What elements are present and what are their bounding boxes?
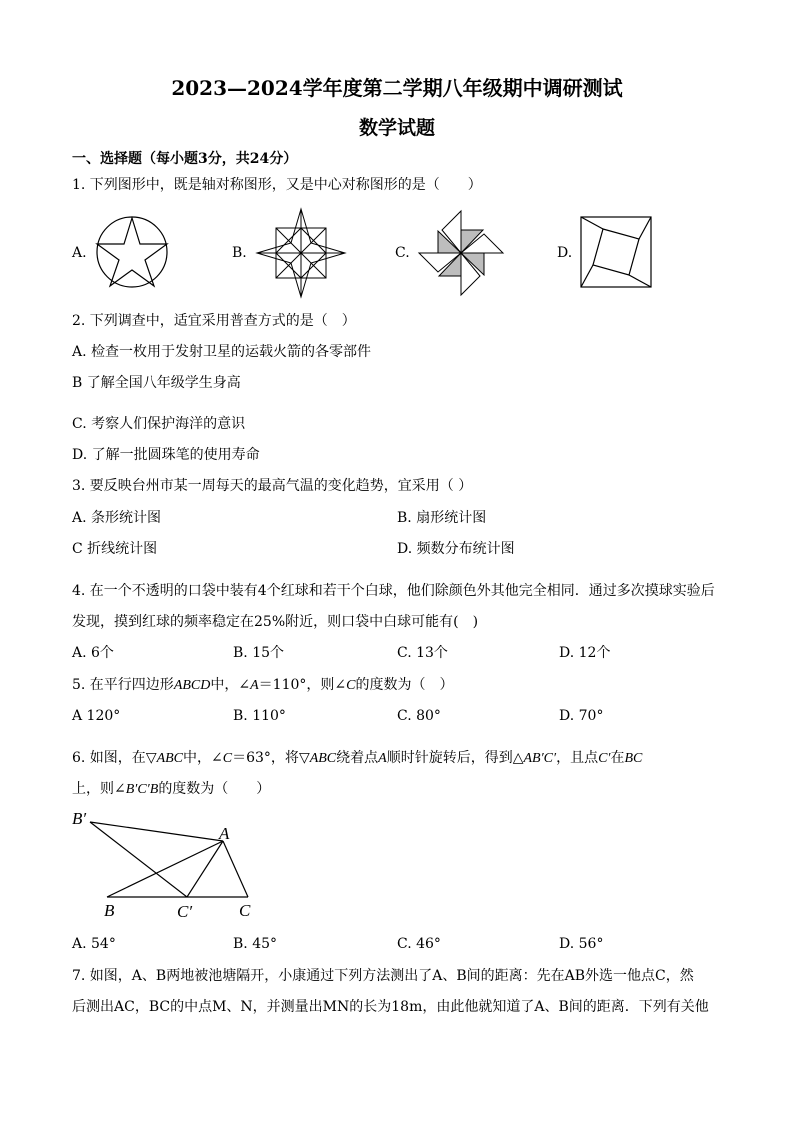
q6-label-cp: C′ <box>177 902 193 921</box>
q6-angle-bpcpb: B′C′B <box>125 782 159 797</box>
q5-stem <box>72 676 453 695</box>
q6-text-1b: 中，∠ <box>183 750 223 766</box>
q3-option-b: B. 扇形统计图 <box>397 510 487 526</box>
q2-option-a: A. 检查一枚用于发射卫星的运载火箭的各零部件 <box>72 344 372 360</box>
q6-label-a: A <box>219 824 230 843</box>
q5-option-c: C. 80° <box>397 708 441 724</box>
q5-text-suffix: 的度数为（ ） <box>355 677 454 693</box>
q3-option-d: D. 频数分布统计图 <box>397 541 515 557</box>
q6-text-1c: ＝63°，将 <box>232 750 299 766</box>
page-title: 2023—2024学年度第二学期八年级期中调研测试 <box>171 76 623 100</box>
q1-figure-a-star-in-circle <box>94 216 170 288</box>
q6-option-a: A. 54° <box>72 936 116 952</box>
q6-triangle-abpcp: AB′C′ <box>523 751 557 766</box>
q1-figure-d-square-in-square <box>580 216 652 288</box>
q3-option-c: C 折线统计图 <box>72 541 158 557</box>
q5-option-d: D. 70° <box>559 708 604 724</box>
q3-stem: 3. 要反映台州市某一周每天的最高气温的变化趋势，宜采用（ ） <box>72 478 473 494</box>
q6-triangle-abc-2: ▽ABC <box>298 751 337 766</box>
q6-label-c: C <box>239 901 251 920</box>
q6-stem-line2 <box>72 780 270 799</box>
q1-label-d: D. <box>557 245 573 261</box>
q2-option-c: C. 考察人们保护海洋的意识 <box>72 416 246 432</box>
q6-stem-line1 <box>72 749 642 768</box>
q4-stem-line1: 4. 在一个不透明的口袋中装有4个红球和若干个白球，他们除颜色外其他完全相同．通过多次摸球实验后 <box>72 583 715 599</box>
q6-triangle-abc: ▽ABC <box>145 751 184 766</box>
q6-option-c: C. 46° <box>397 936 441 952</box>
q5-angle-c: C <box>346 678 356 693</box>
section-heading: 一、选择题（每小题3分，共24分） <box>72 151 298 167</box>
q1-figure-c-pinwheel <box>418 210 504 296</box>
q1-figure-b-star-square <box>256 208 346 298</box>
q2-stem: 2. 下列调查中，适宜采用普查方式的是（ ） <box>72 313 356 329</box>
q6-text-1f: ，且点 <box>556 750 599 766</box>
q7-stem-line2: 后测出AC，BC的中点M、N，并测量出MN的长为18m，由此他就知道了A、B间的距离．下列有关他 <box>72 999 709 1015</box>
q5-text-prefix: 5. 在平行四边形 <box>72 677 174 693</box>
q5-angle-a: A <box>250 678 259 693</box>
q6-text-2a: 上，则∠ <box>72 781 126 797</box>
q1-label-c: C. <box>395 245 410 261</box>
q2-option-d: D. 了解一批圆珠笔的使用寿命 <box>72 447 260 463</box>
q6-segment-bc: BC <box>624 751 643 766</box>
q5-abcd: ABCD <box>173 678 211 693</box>
q6-option-b: B. 45° <box>233 936 278 952</box>
q1-stem: 1. 下列图形中，既是轴对称图形，又是中心对称图形的是（ ） <box>72 177 482 193</box>
q4-option-b: B. 15个 <box>233 645 285 661</box>
q4-option-a: A. 6个 <box>72 645 114 661</box>
q6-point-cp: C′ <box>598 751 611 766</box>
q6-line-c-a <box>223 841 248 897</box>
q6-point-a: A <box>378 751 387 766</box>
q5-option-b: B. 110° <box>233 708 286 724</box>
q3-option-a: A. 条形统计图 <box>72 510 162 526</box>
q4-option-d: D. 12个 <box>559 645 611 661</box>
q6-text-2b: 的度数为（ ） <box>158 781 271 797</box>
q1-label-b: B. <box>232 245 247 261</box>
q6-text-1e: 顺时针旋转后，得到△ <box>386 750 524 766</box>
q5-text-mid: 中，∠ <box>210 677 251 693</box>
q5-option-a: A 120° <box>72 708 121 724</box>
q6-label-bp: B′ <box>72 809 87 828</box>
q6-text-1d: 绕着点 <box>336 750 379 766</box>
q6-geometry-figure <box>70 808 270 924</box>
q6-label-b: B <box>104 901 115 920</box>
q7-stem-line1: 7. 如图，A、B两地被池塘隔开，小康通过下列方法测出了A、B间的距离：先在AB外选一他点C，然 <box>72 968 694 984</box>
q5-text-mid2: ＝110°，则∠ <box>258 677 347 693</box>
page-subtitle: 数学试题 <box>358 117 435 139</box>
q4-stem-line2: 发现，摸到红球的频率稳定在25%附近，则口袋中白球可能有( ) <box>72 614 479 630</box>
q1-label-a: A. <box>72 245 87 261</box>
q6-angle-c: C <box>222 751 233 766</box>
q2-option-b: B 了解全国八年级学生身高 <box>72 375 241 391</box>
q6-text-1a: 6. 如图，在 <box>72 750 146 766</box>
q6-option-d: D. 56° <box>559 936 604 952</box>
q4-option-c: C. 13个 <box>397 645 448 661</box>
q6-text-1g: 在 <box>610 750 625 766</box>
